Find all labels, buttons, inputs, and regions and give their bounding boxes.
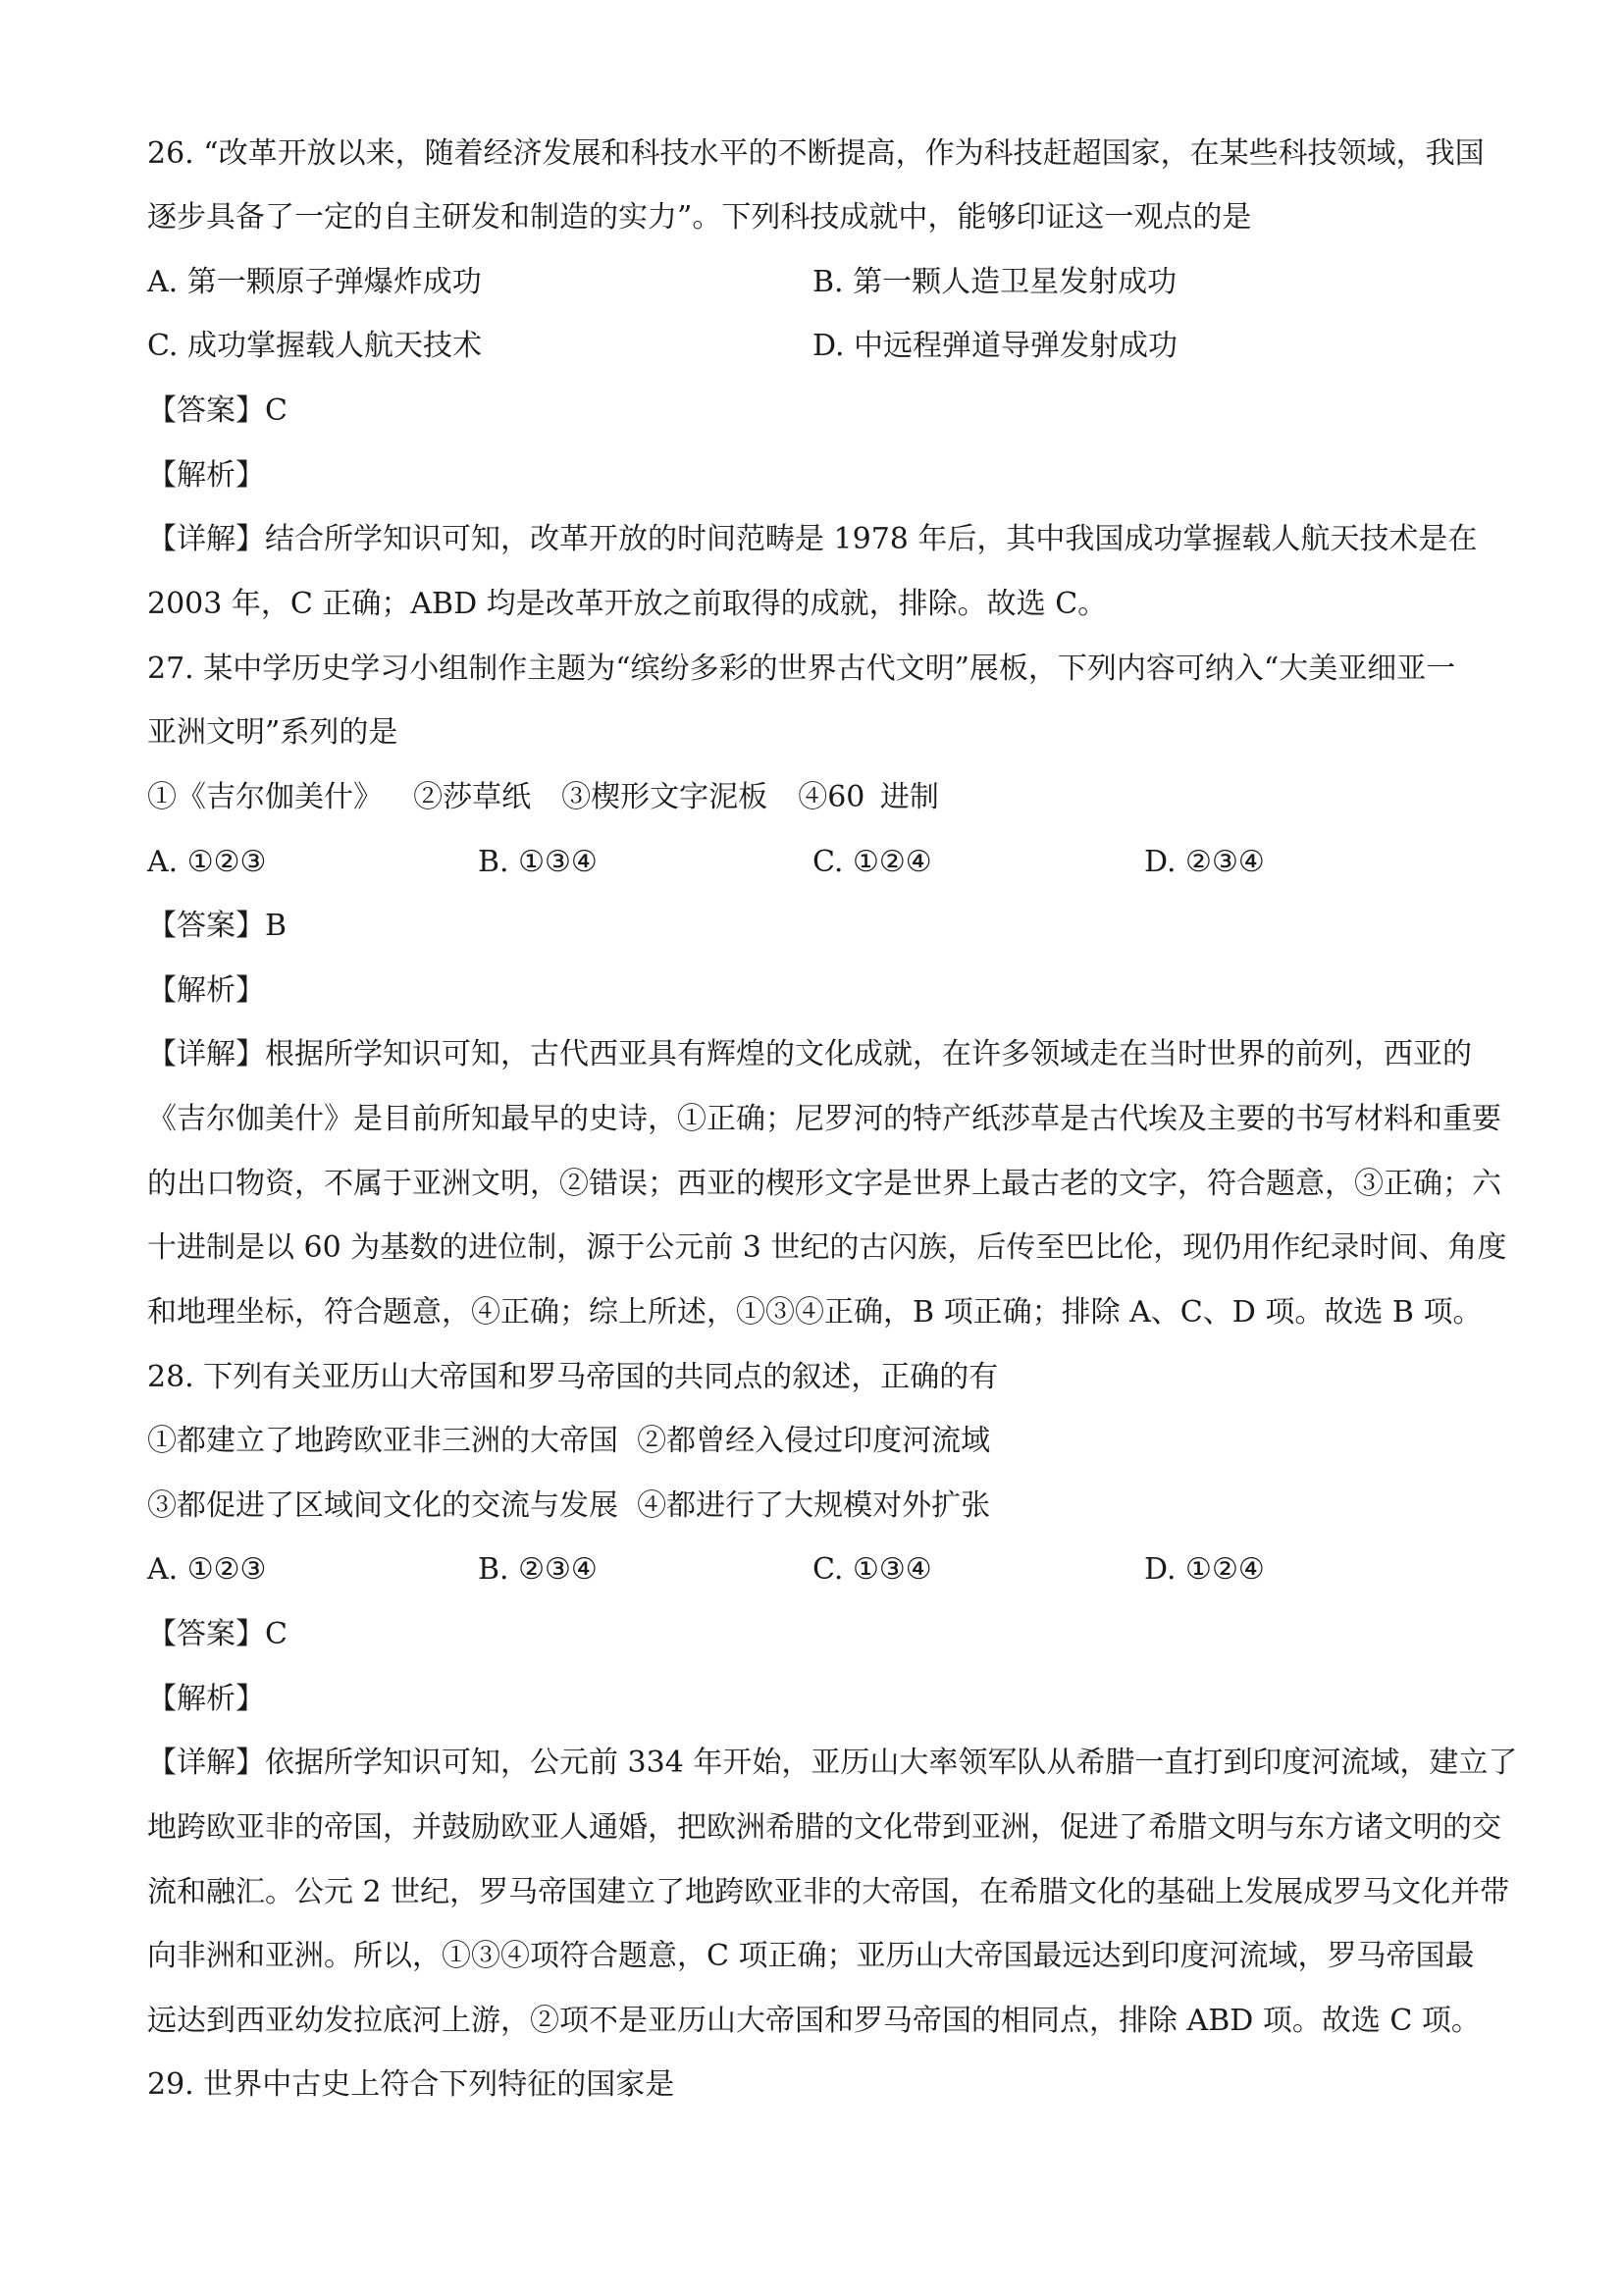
- q26-answer-label: 【答案】: [147, 393, 265, 428]
- q28-detail-line2: 地跨欧亚非的帝国，并鼓励欧亚人通婚，把欧洲希腊的文化带到亚洲，促进了希腊文明与东方诸文明的交: [147, 1810, 1501, 1845]
- q27-detail-line2: 《吉尔伽美什》是目前所知最早的史诗，①正确；尼罗河的特产纸莎草是古代埃及主要的书写材料和重要: [147, 1102, 1501, 1136]
- q27-detail-line3: 的出口物资，不属于亚洲文明，②错误；西亚的楔形文字是世界上最古老的文字，符合题意，③正确；六: [147, 1167, 1501, 1201]
- q26-option-a: A. 第一颗原子弹爆炸成功: [147, 265, 482, 299]
- q28-answer: [147, 1615, 288, 1654]
- q26-answer-value: C: [265, 393, 288, 428]
- q27-detail-line5: 和地理坐标，符合题意，④正确；综上所述，①③④正确，B 项正确；排除 A、C、D 项。故选 B 项。: [147, 1295, 1483, 1330]
- q26-analysis-label: 【解析】: [147, 458, 265, 493]
- q28-option-d: D. ①②④: [1144, 1552, 1265, 1587]
- q28-detail-text1: 依据所学知识可知，公元前 334 年开始，亚历山大率领军队从希腊一直打到印度河流域，建立了: [265, 1746, 1518, 1780]
- q28-answer-value: C: [265, 1617, 288, 1651]
- q27-items: ①《吉尔伽美什》 ②莎草纸 ③楔形文字泥板 ④60 进制: [147, 780, 939, 814]
- q27-answer-value: B: [265, 909, 288, 943]
- q26-option-c: C. 成功掌握载人航天技术: [147, 329, 482, 363]
- q28-detail-line4: 向非洲和亚洲。所以，①③④项符合题意，C 项正确；亚历山大帝国最远达到印度河流域，罗马帝国最: [147, 1939, 1475, 1973]
- q27-option-c: C. ①②④: [812, 845, 932, 879]
- q28-detail-line1: [147, 1744, 1517, 1783]
- q27-answer-label: 【答案】: [147, 909, 265, 943]
- q27-option-a: A. ①②③: [147, 845, 267, 879]
- q27-answer: [147, 907, 287, 946]
- q26-detail-line1: [147, 520, 1477, 559]
- q27-detail-line1: [147, 1035, 1472, 1074]
- q28-detail-line3: 流和融汇。公元 2 世纪，罗马帝国建立了地跨欧亚非的大帝国，在希腊文化的基础上发展成罗马文化并带: [147, 1875, 1510, 1909]
- q27-option-b: B. ①③④: [478, 845, 598, 879]
- q27-analysis-label: 【解析】: [147, 973, 265, 1008]
- q28-detail-line5: 远达到西亚幼发拉底河上游，②项不是亚历山大帝国和罗马帝国的相同点，排除 ABD 项。故选 C 项。: [147, 2004, 1481, 2038]
- q27-detail-text1: 根据所学知识可知，古代西亚具有辉煌的文化成就，在许多领域走在当时世界的前列，西亚的: [265, 1037, 1472, 1071]
- q27-stem-line1: 27. 某中学历史学习小组制作主题为“缤纷多彩的世界古代文明”展板，下列内容可纳入“大美亚细亚一: [147, 652, 1456, 686]
- q28-analysis-label: 【解析】: [147, 1682, 265, 1716]
- q28-stem-line1: 28. 下列有关亚历山大帝国和罗马帝国的共同点的叙述，正确的有: [147, 1360, 999, 1394]
- q26-detail-line2: 2003 年，C 正确；ABD 均是改革开放之前取得的成就，排除。故选 C。: [147, 587, 1108, 621]
- q26-option-b: B. 第一颗人造卫星发射成功: [812, 265, 1178, 299]
- q27-detail-label: 【详解】: [147, 1037, 265, 1071]
- q27-detail-line4: 十进制是以 60 为基数的进位制，源于公元前 3 世纪的古闪族，后传至巴比伦，现仍用作纪录时间、角度: [147, 1230, 1507, 1265]
- q26-detail-label: 【详解】: [147, 522, 265, 556]
- q28-items-line1: ①都建立了地跨欧亚非三洲的大帝国 ②都曾经入侵过印度河流域: [147, 1424, 991, 1458]
- q26-detail-text1: 结合所学知识可知，改革开放的时间范畴是 1978 年后，其中我国成功掌握载人航天技术是在: [265, 522, 1478, 556]
- q26-stem-line2: 逐步具备了一定的自主研发和制造的实力”。下列科技成就中，能够印证这一观点的是: [147, 200, 1252, 235]
- q27-option-d: D. ②③④: [1144, 845, 1265, 879]
- q26-stem-line1: 26. “改革开放以来，随着经济发展和科技水平的不断提高，作为科技赶超国家，在某些科技领域，我国: [147, 136, 1485, 171]
- q28-items-line2: ③都促进了区域间文化的交流与发展 ④都进行了大规模对外扩张: [147, 1488, 991, 1523]
- q26-answer: [147, 391, 288, 431]
- q28-option-a: A. ①②③: [147, 1552, 267, 1587]
- q26-option-d: D. 中远程弹道导弹发射成功: [812, 329, 1178, 363]
- q28-option-c: C. ①③④: [812, 1552, 932, 1587]
- q28-detail-label: 【详解】: [147, 1746, 265, 1780]
- q28-answer-label: 【答案】: [147, 1617, 265, 1651]
- q29-stem-line1: 29. 世界中古史上符合下列特征的国家是: [147, 2067, 675, 2102]
- q27-stem-line2: 亚洲文明”系列的是: [147, 715, 398, 750]
- q28-option-b: B. ②③④: [478, 1552, 598, 1587]
